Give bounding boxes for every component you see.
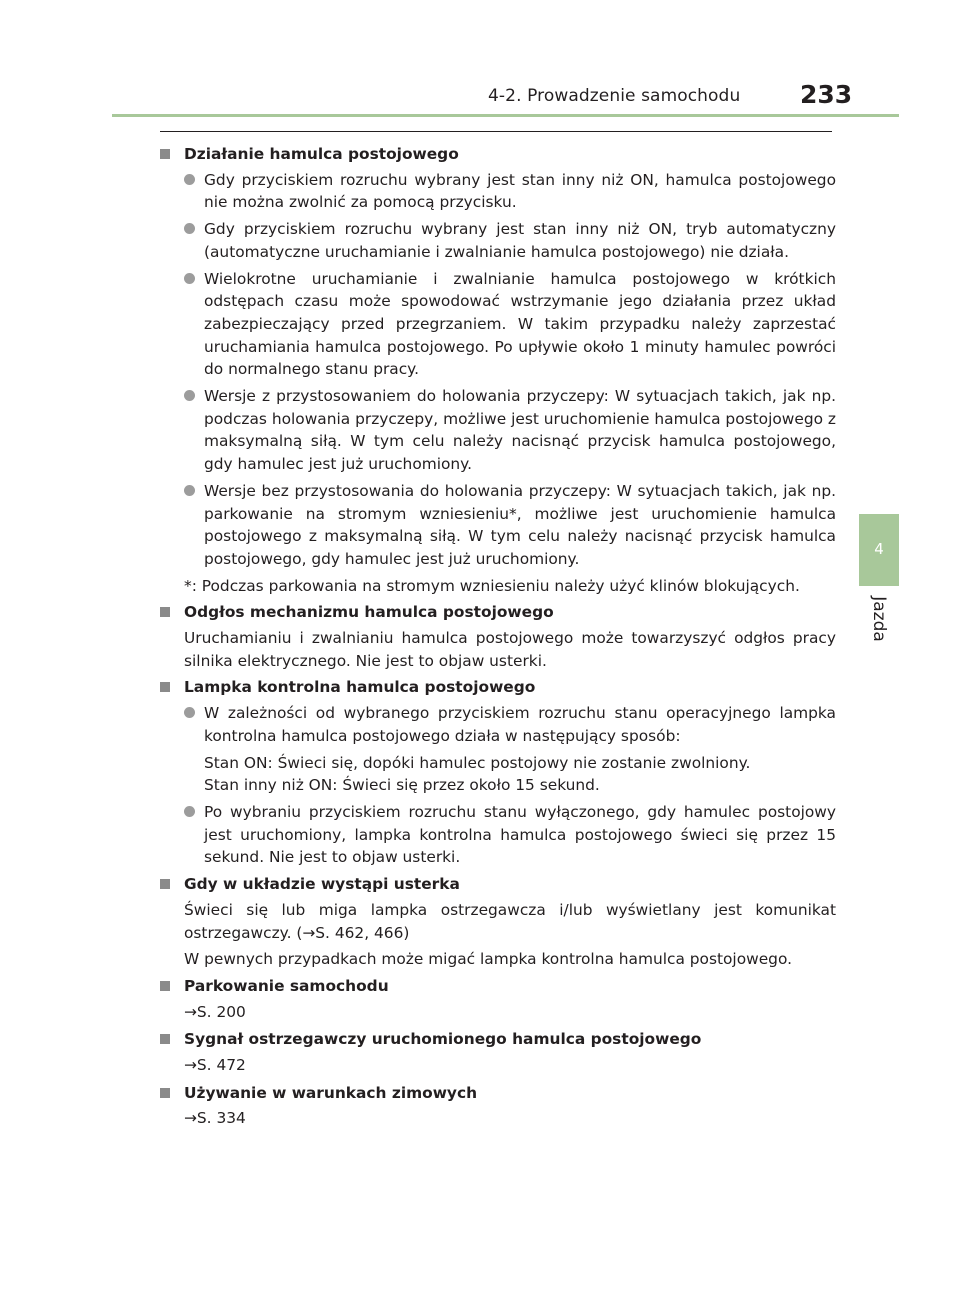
bullet-text: Gdy przyciskiem rozruchu wybrany jest stan inny niż ON, tryb automatyczny (automatyczne uruchamianie i zwalnianie hamulca postojowego) nie działa. xyxy=(204,220,836,261)
bullet-item xyxy=(160,480,836,571)
bullet-text: Gdy przyciskiem rozruchu wybrany jest stan inny niż ON, hamulca postojowego nie można zwolnić za pomocą przycisku. xyxy=(204,170,836,212)
section-title: Sygnał ostrzegawczy uruchomionego hamulca postojowego xyxy=(184,1030,702,1049)
bullet-item xyxy=(160,801,836,869)
footnote: *: Podczas parkowania na stromym wzniesieniu należy użyć klinów blokujących. xyxy=(184,576,800,595)
running-header-section: 4-2. Prowadzenie samochodu xyxy=(488,86,741,106)
indicator-states xyxy=(160,752,836,797)
chapter-label xyxy=(866,586,892,652)
section-title: Działanie hamulca postojowego xyxy=(184,145,459,163)
page-content xyxy=(160,143,836,1135)
bullet-text: Wersje z przystosowaniem do holowania przyczepy: W sytuacjach takich, jak np. podczas holowania przyczepy, możliwe jest uruchomienie hamulca postojowego z maksymalną siłą. W tym celu należy nacisnąć przycisk hamulca postojowego, gdy hamulec jest już uruchomiony. xyxy=(204,387,836,474)
square-bullet-icon xyxy=(160,682,170,692)
round-bullet-icon xyxy=(184,485,195,496)
round-bullet-icon xyxy=(184,174,195,185)
state-other-line: Stan inny niż ON: Świeci się przez około 15 sekund. xyxy=(204,776,600,795)
section-paragraph: Uruchamianiu i zwalnianiu hamulca postojowego może towarzyszyć odgłos pracy silnika elektrycznego. Nie jest to objaw usterki. xyxy=(184,629,836,670)
round-bullet-icon xyxy=(184,806,195,817)
bullet-text: Po wybraniu przyciskiem rozruchu stanu wyłączonego, gdy hamulec postojowy jest uruchomiony, lampka kontrolna hamulca postojowego świeci się przez 15 sekund. Nie jest to objaw usterki. xyxy=(204,802,836,867)
bullet-item xyxy=(160,218,836,263)
content-top-rule xyxy=(160,131,832,132)
round-bullet-icon xyxy=(184,223,195,234)
bullet-item xyxy=(160,385,836,476)
round-bullet-icon xyxy=(184,390,195,401)
bullet-text: Wersje bez przystosowania do holowania przyczepy: W sytuacjach takich, jak np. parkowanie na stromym wzniesieniu*, możliwe jest uruchomienie hamulca postojowego z maksymalną siłą. W tym celu należy nacisnąć przycisk hamulca postojowego, gdy hamulec jest już uruchomiony. xyxy=(204,481,836,568)
chapter-number: 4 xyxy=(874,540,884,558)
state-on-line: Stan ON: Świeci się, dopóki hamulec postojowy nie zostanie zwolniony. xyxy=(204,753,751,772)
bullet-item xyxy=(160,169,836,214)
chapter-tab xyxy=(859,514,899,586)
section-title: Lampka kontrolna hamulca postojowego xyxy=(184,678,536,697)
section-heading xyxy=(160,1028,836,1051)
section-heading xyxy=(160,975,836,998)
square-bullet-icon xyxy=(160,879,170,889)
square-bullet-icon xyxy=(160,981,170,991)
bullet-text: W zależności od wybranego przyciskiem rozruchu stanu operacyjnego lampka kontrolna hamulca postojowego działa w następujący sposób: xyxy=(204,704,836,745)
section-title: Odgłos mechanizmu hamulca postojowego xyxy=(184,603,554,622)
bullet-item xyxy=(160,702,836,747)
page-reference: →S. 472 xyxy=(184,1056,246,1075)
section-heading xyxy=(160,873,836,896)
section-paragraph: W pewnych przypadkach może migać lampka kontrolna hamulca postojowego. xyxy=(184,950,792,969)
section-heading xyxy=(160,143,836,166)
section-title: Parkowanie samochodu xyxy=(184,976,389,995)
bullet-item xyxy=(160,268,836,382)
page-number: 233 xyxy=(800,80,853,109)
section-heading xyxy=(160,601,836,624)
round-bullet-icon xyxy=(184,707,195,718)
chapter-label-text: Jazda xyxy=(869,596,889,642)
square-bullet-icon xyxy=(160,149,170,159)
page-reference: →S. 200 xyxy=(184,1002,246,1021)
round-bullet-icon xyxy=(184,273,195,284)
square-bullet-icon xyxy=(160,1088,170,1098)
section-heading xyxy=(160,1082,836,1105)
square-bullet-icon xyxy=(160,607,170,617)
page-reference: →S. 334 xyxy=(184,1109,246,1128)
section-paragraph: Świeci się lub miga lampka ostrzegawcza i/lub wyświetlany jest komunikat ostrzegawczy. (→S. 462, 466) xyxy=(184,900,836,942)
section-title: Używanie w warunkach zimowych xyxy=(184,1083,478,1102)
bullet-text: Wielokrotne uruchamianie i zwalnianie hamulca postojowego w krótkich odstępach czasu może spowodować wstrzymanie jego działania przez układ zabezpieczający przed przegrzaniem. W takim przypadku należy zaprzestać uruchamiania hamulca postojowego. Po upływie około 1 minuty hamulec powróci do normalnego stanu pracy. xyxy=(204,269,836,379)
section-heading xyxy=(160,676,836,699)
header-rule xyxy=(112,114,899,117)
section-title: Gdy w układzie wystąpi usterka xyxy=(184,875,460,894)
square-bullet-icon xyxy=(160,1034,170,1044)
